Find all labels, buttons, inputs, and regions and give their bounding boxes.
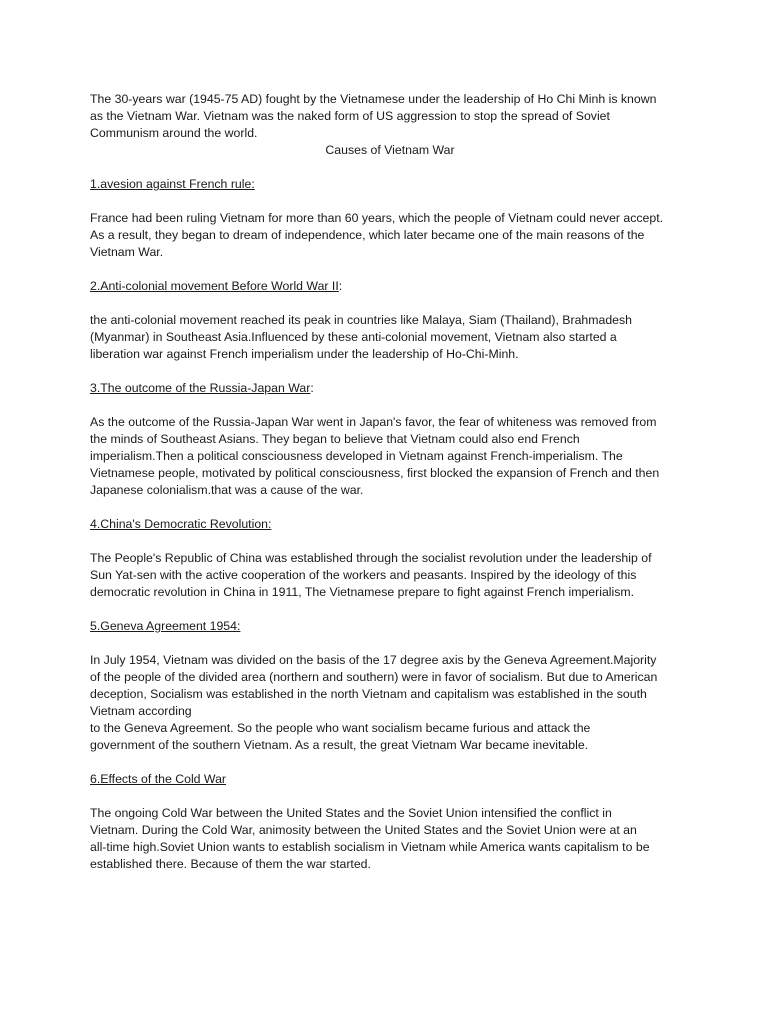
section-3 <box>90 380 690 499</box>
section-heading <box>90 380 690 397</box>
section-body: France had been ruling Vietnam for more than 60 years, which the people of Vietnam could never accept. As a result, they began to dream of independence, which later became one of the main reasons of the Vietnam War. <box>90 211 664 259</box>
section-heading-text: 3.The outcome of the Russia-Japan War <box>90 381 311 395</box>
section-heading <box>90 176 690 193</box>
document-title: Causes of Vietnam War <box>325 143 455 157</box>
section-6 <box>90 771 690 873</box>
section-body: The ongoing Cold War between the United States and the Soviet Union intensified the conflict in Vietnam. During the Cold War, animosity between the United States and the Soviet Union were at an all-time high.Soviet Union wants to establish socialism in Vietnam while America wants capitalism to be established there. Because of them the war started. <box>90 806 650 871</box>
section-heading-suffix: : <box>310 381 314 395</box>
section-body: In July 1954, Vietnam was divided on the basis of the 17 degree axis by the Geneva Agreement.Majority of the people of the divided area (northern and southern) were in favor of socialism. But due to American deception, Socialism was established in the north Vietnam and capitalism was established in the south Vietnam according to the Geneva Agreement. So the people who want socialism became furious and attack the government of the southern Vietnam. As a result, the great Vietnam War became inevitable. <box>90 653 658 752</box>
section-body: the anti-colonial movement reached its peak in countries like Malaya, Siam (Thailand), Brahmadesh (Myanmar) in Southeast Asia.Influenced by these anti-colonial movement, Vietnam also started a liberation war against French imperialism under the leadership of Ho-Chi-Minh. <box>90 313 633 361</box>
section-2 <box>90 278 690 363</box>
section-1 <box>90 176 690 261</box>
section-heading-text: 6.Effects of the Cold War <box>90 772 227 786</box>
intro-paragraph: The 30-years war (1945-75 AD) fought by the Vietnamese under the leadership of Ho Chi Minh is known as the Vietnam War. Vietnam was the naked form of US aggression to stop the spread of Soviet Communism around the world. <box>90 92 657 140</box>
document-page <box>90 91 690 873</box>
section-heading-text: 5.Geneva Agreement 1954: <box>90 619 241 633</box>
section-body: The People's Republic of China was established through the socialist revolution under the leadership of Sun Yat-sen with the active cooperation of the workers and peasants. Inspired by the ideology of this democratic revolution in China in 1911, The Vietnamese prepare to fight against French imperialism. <box>90 551 652 599</box>
section-body: As the outcome of the Russia-Japan War went in Japan's favor, the fear of whiteness was removed from the minds of Southeast Asians. They began to believe that Vietnam could also end French imperialism.Then a political consciousness developed in Vietnam against French-imperialism. The Vietnamese people, motivated by political consciousness, first blocked the expansion of French and then Japanese colonialism.that was a cause of the war. <box>90 415 660 497</box>
section-heading <box>90 618 690 635</box>
section-heading-text: 1.avesion against French rule: <box>90 177 255 191</box>
section-5 <box>90 618 690 754</box>
section-heading-text: 4.China's Democratic Revolution: <box>90 517 272 531</box>
section-heading <box>90 516 690 533</box>
section-4 <box>90 516 690 601</box>
section-heading-suffix: : <box>338 279 343 293</box>
section-heading <box>90 278 690 295</box>
section-heading-text: 2.Anti-colonial movement Before World War II <box>90 279 339 293</box>
section-heading <box>90 771 690 788</box>
